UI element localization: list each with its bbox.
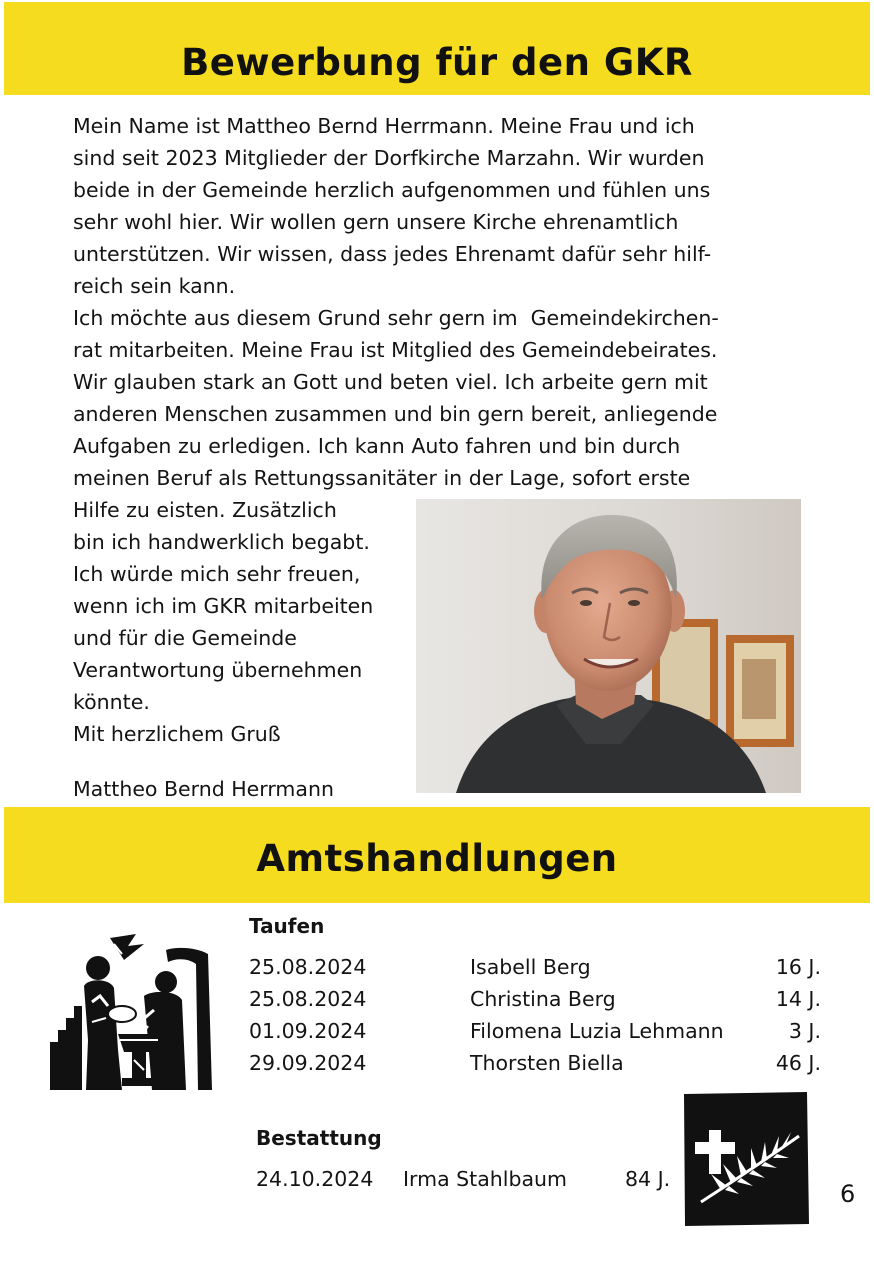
taufe-name: Christina Berg	[470, 987, 616, 1011]
section-banner	[4, 807, 870, 903]
text-line: sind seit 2023 Mitglieder der Dorfkirche Marzahn. Wir wurden	[73, 146, 705, 170]
text-line: Mein Name ist Mattheo Bernd Herrmann. Meine Frau und ich	[73, 114, 695, 138]
section-title: Amtshandlungen	[256, 836, 618, 880]
taufe-date: 25.08.2024	[249, 987, 367, 1011]
text-line: Wir glauben stark an Gott und beten viel. Ich arbeite gern mit	[73, 370, 708, 394]
page-title: Bewerbung für den GKR	[181, 41, 693, 84]
text-line: reich sein kann.	[73, 274, 236, 298]
text-line: meinen Beruf als Rettungssanitäter in der Lage, sofort erste	[73, 466, 691, 490]
taufe-name: Thorsten Biella	[470, 1051, 624, 1075]
text-line: Verantwortung übernehmen	[73, 658, 363, 682]
signature: Mattheo Bernd Herrmann	[73, 777, 334, 801]
taufe-age: 3 J.	[788, 1019, 821, 1043]
taufe-date: 25.08.2024	[249, 955, 367, 979]
burial-name: Irma Stahlbaum	[403, 1167, 567, 1191]
text-line: Aufgaben zu erledigen. Ich kann Auto fahren und bin durch	[73, 434, 681, 458]
cross-palm-branch-icon	[681, 1090, 811, 1228]
taufe-date: 01.09.2024	[249, 1019, 367, 1043]
text-line: Ich möchte aus diesem Grund sehr gern im Gemeindekirchen-	[73, 306, 719, 330]
taufe-row	[249, 1019, 821, 1051]
taufe-age: 16 J.	[775, 955, 821, 979]
title-banner	[4, 2, 870, 95]
taufe-name: Filomena Luzia Lehmann	[470, 1019, 724, 1043]
portrait-photo	[416, 499, 801, 793]
text-line: beide in der Gemeinde herzlich aufgenommen und fühlen uns	[73, 178, 711, 202]
bestattung-heading: Bestattung	[256, 1126, 382, 1150]
text-line: und für die Gemeinde	[73, 626, 297, 650]
text-line: könnte.	[73, 690, 150, 714]
taufen-heading: Taufen	[249, 914, 325, 938]
application-text-side	[73, 494, 413, 750]
taufe-age: 14 J.	[775, 987, 821, 1011]
burial-date: 24.10.2024	[256, 1167, 374, 1191]
taufe-row	[249, 987, 821, 1019]
text-line: sehr wohl hier. Wir wollen gern unsere Kirche ehrenamtlich	[73, 210, 679, 234]
text-line: wenn ich im GKR mitarbeiten	[73, 594, 374, 618]
taufe-row	[249, 1051, 821, 1083]
text-line: bin ich handwerklich begabt.	[73, 530, 370, 554]
taufe-name: Isabell Berg	[470, 955, 591, 979]
taufe-row	[249, 955, 821, 987]
text-line: anderen Menschen zusammen und bin gern bereit, anliegende	[73, 402, 718, 426]
application-text	[73, 110, 813, 494]
taufe-date: 29.09.2024	[249, 1051, 367, 1075]
text-line: Hilfe zu eisten. Zusätzlich	[73, 498, 337, 522]
page-number: 6	[840, 1180, 856, 1208]
bestattung-entry	[256, 1167, 671, 1263]
text-line: Ich würde mich sehr freuen,	[73, 562, 361, 586]
burial-age: 84 J.	[625, 1167, 671, 1191]
text-line: Mit herzlichem Gruß	[73, 722, 281, 746]
baptism-woodcut-icon	[48, 930, 214, 1092]
text-line: unterstützen. Wir wissen, dass jedes Ehrenamt dafür sehr hilf-	[73, 242, 712, 266]
taufe-age: 46 J.	[775, 1051, 821, 1075]
text-line: rat mitarbeiten. Meine Frau ist Mitglied des Gemeindebeirates.	[73, 338, 718, 362]
